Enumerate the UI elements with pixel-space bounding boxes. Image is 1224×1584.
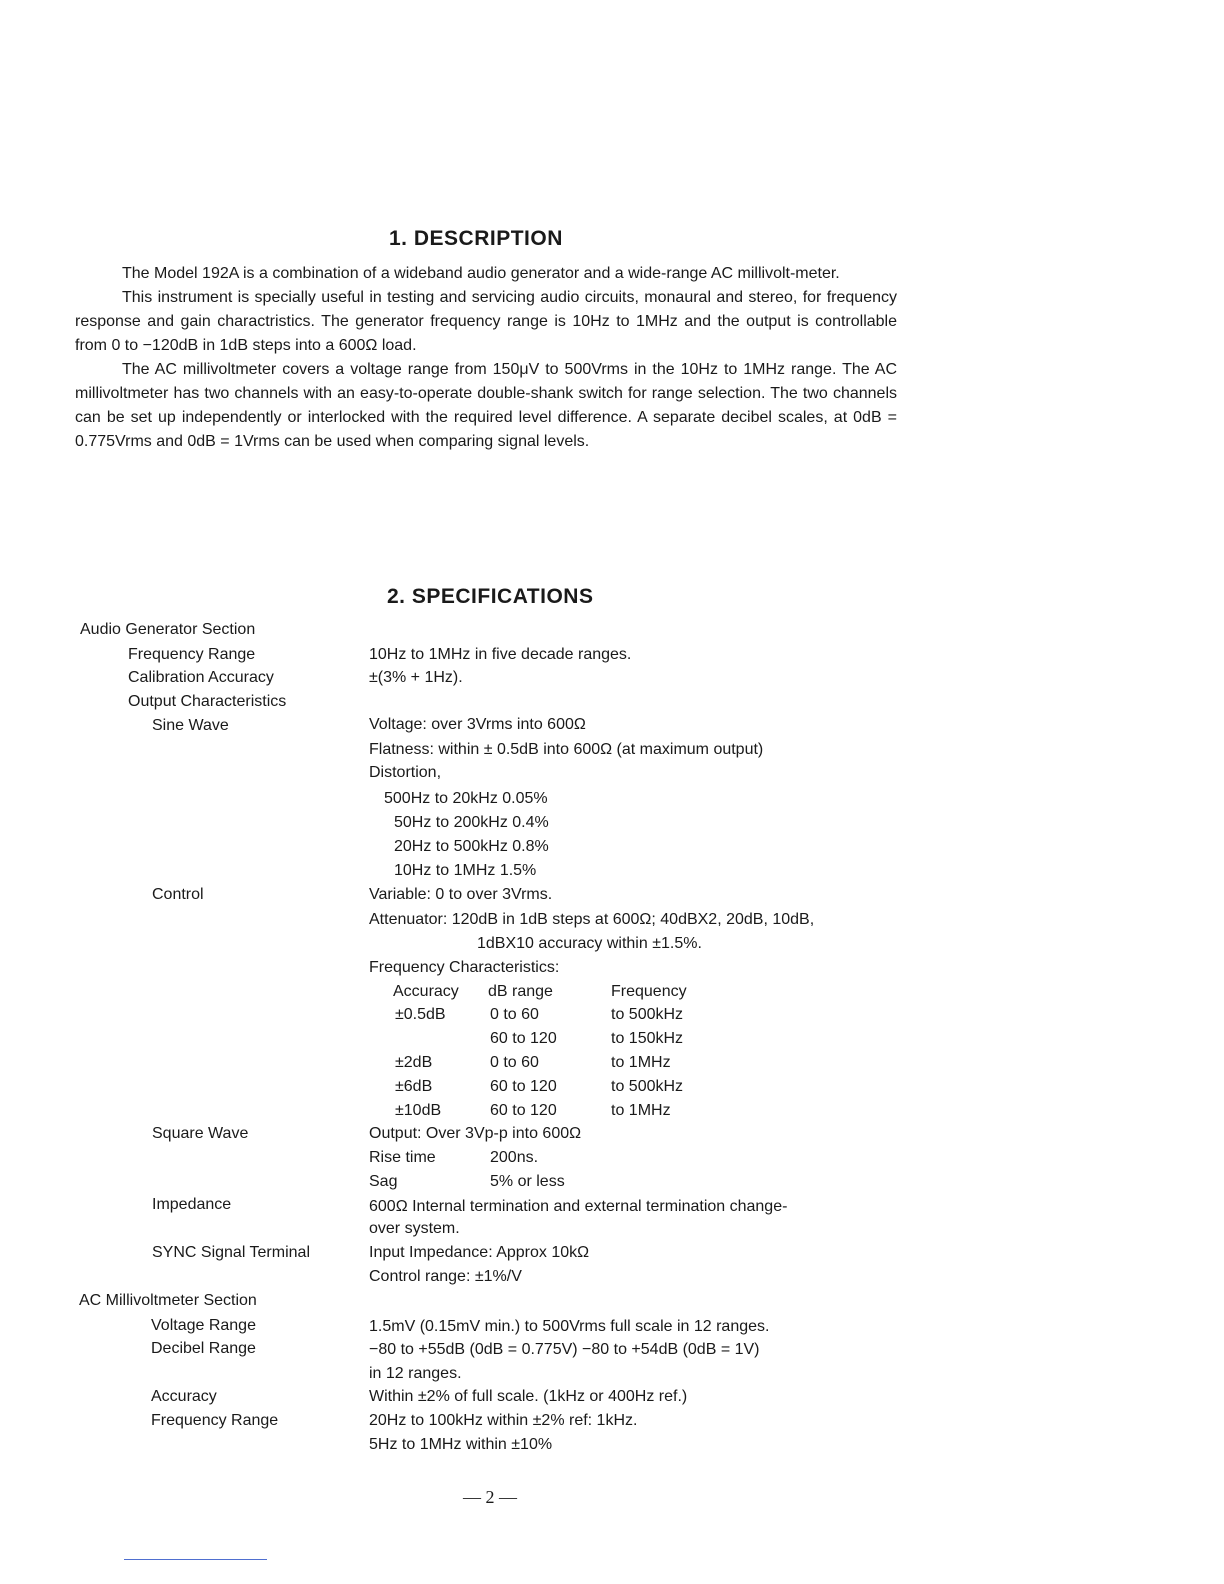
square-output: Output: Over 3Vp-p into 600Ω — [369, 1125, 582, 1142]
sine-flatness: Flatness: within ± 0.5dB into 600Ω (at maximum output) — [369, 741, 764, 758]
decibel-range-value-cont: in 12 ranges. — [369, 1365, 462, 1382]
voltage-range-value: 1.5mV (0.15mV min.) to 500Vrms full scale in 12 ranges. — [369, 1318, 770, 1335]
table-cell: ±6dB — [395, 1078, 433, 1095]
impedance-line-1: 600Ω Internal termination and external termination change- — [369, 1198, 788, 1215]
table-cell: ±2dB — [395, 1054, 433, 1071]
audio-generator-section-label: Audio Generator Section — [80, 621, 256, 638]
description-para-3: The AC millivoltmeter covers a voltage range from 150μV to 500Vrms in the 10Hz to 1MHz range. The AC millivoltmeter has two channels with an easy-to-operate double-shank switch for range selection. The two channels can be set up independently or interlocked with the required level difference. A separate decibel scales, at 0dB = 0.775Vrms and 0dB = 1Vrms can be used when comparing signal levels. — [75, 361, 897, 450]
table-cell: ±10dB — [395, 1102, 442, 1119]
table-header-accuracy: Accuracy — [393, 983, 459, 1000]
rise-time-label: Rise time — [369, 1149, 436, 1166]
sag-value: 5% or less — [490, 1173, 565, 1190]
sine-distortion-label: Distortion, — [369, 764, 442, 781]
output-characteristics-label: Output Characteristics — [128, 693, 287, 710]
specifications-heading: 2. SPECIFICATIONS — [387, 585, 594, 608]
description-body — [75, 262, 897, 454]
impedance-line-2: over system. — [369, 1220, 460, 1237]
control-attenuator-cont: 1dBX10 accuracy within ±1.5%. — [477, 935, 702, 952]
table-cell: 0 to 60 — [490, 1054, 539, 1071]
accuracy-label: Accuracy — [151, 1388, 217, 1405]
impedance-label: Impedance — [152, 1196, 232, 1213]
sine-voltage: Voltage: over 3Vrms into 600Ω — [369, 716, 586, 733]
distortion-row-4: 10Hz to 1MHz 1.5% — [394, 862, 537, 879]
table-cell: to 1MHz — [611, 1054, 671, 1071]
decibel-range-value: −80 to +55dB (0dB = 0.775V) −80 to +54dB (0dB = 1V) — [369, 1341, 760, 1358]
sync-control-range: Control range: ±1%/V — [369, 1268, 522, 1285]
table-cell: 0 to 60 — [490, 1006, 539, 1023]
calibration-accuracy-value: ±(3% + 1Hz). — [369, 669, 463, 686]
table-cell: to 1MHz — [611, 1102, 671, 1119]
sync-input-impedance: Input Impedance: Approx 10kΩ — [369, 1244, 590, 1261]
frequency-characteristics-label: Frequency Characteristics: — [369, 959, 560, 976]
table-cell: to 500kHz — [611, 1006, 684, 1023]
table-header-db-range: dB range — [488, 983, 553, 1000]
table-cell: 60 to 120 — [490, 1102, 557, 1119]
frequency-range-label: Frequency Range — [128, 646, 256, 663]
table-cell: to 500kHz — [611, 1078, 684, 1095]
sine-wave-label: Sine Wave — [152, 717, 229, 734]
description-para-1: The Model 192A is a combination of a wideband audio generator and a wide-range AC millivolt-meter. — [122, 265, 840, 282]
ac-frequency-range-value-cont: 5Hz to 1MHz within ±10% — [369, 1436, 553, 1453]
distortion-row-1: 500Hz to 20kHz 0.05% — [384, 790, 548, 807]
control-variable: Variable: 0 to over 3Vrms. — [369, 886, 553, 903]
table-cell: ±0.5dB — [395, 1006, 446, 1023]
sync-terminal-label: SYNC Signal Terminal — [152, 1244, 310, 1261]
voltage-range-label: Voltage Range — [151, 1317, 256, 1334]
control-attenuator: Attenuator: 120dB in 1dB steps at 600Ω; 40dBX2, 20dB, 10dB, — [369, 911, 815, 928]
ac-millivoltmeter-section-label: AC Millivoltmeter Section — [79, 1292, 257, 1309]
ac-frequency-range-label: Frequency Range — [151, 1412, 279, 1429]
page-number: — 2 — — [463, 1487, 517, 1507]
table-cell: 60 to 120 — [490, 1078, 557, 1095]
ac-frequency-range-value: 20Hz to 100kHz within ±2% ref: 1kHz. — [369, 1412, 638, 1429]
sag-label: Sag — [369, 1173, 398, 1190]
square-wave-label: Square Wave — [152, 1125, 249, 1142]
table-cell: to 150kHz — [611, 1030, 684, 1047]
rise-time-value: 200ns. — [490, 1149, 539, 1166]
calibration-accuracy-label: Calibration Accuracy — [128, 669, 274, 686]
decibel-range-label: Decibel Range — [151, 1340, 256, 1357]
table-header-frequency: Frequency — [611, 983, 687, 1000]
control-label: Control — [152, 886, 204, 903]
frequency-range-value: 10Hz to 1MHz in five decade ranges. — [369, 646, 632, 663]
distortion-row-2: 50Hz to 200kHz 0.4% — [394, 814, 549, 831]
footer-rule — [124, 1559, 267, 1560]
distortion-row-3: 20Hz to 500kHz 0.8% — [394, 838, 549, 855]
description-heading: 1. DESCRIPTION — [389, 227, 563, 250]
table-cell: 60 to 120 — [490, 1030, 557, 1047]
description-para-2: This instrument is specially useful in testing and servicing audio circuits, monaural and stereo, for frequency response and gain charactristics. The generator frequency range is 10Hz to 1MHz and the output is controllable from 0 to −120dB in 1dB steps into a 600Ω load. — [75, 289, 897, 354]
accuracy-value: Within ±2% of full scale. (1kHz or 400Hz ref.) — [369, 1388, 688, 1405]
